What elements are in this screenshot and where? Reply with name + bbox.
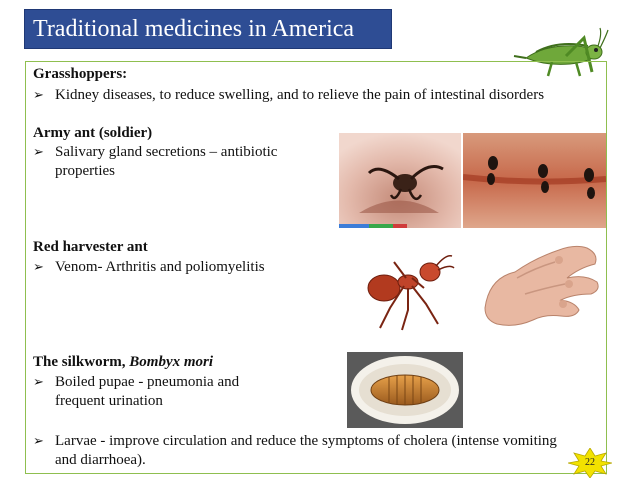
silkworm-heading — [33, 354, 213, 371]
arthritic-hand-icon — [475, 238, 605, 330]
silkworm-bullet-1-cont: frequent urination — [55, 393, 163, 409]
page-number: 22 — [585, 457, 595, 468]
red-harvester-ant-heading: Red harvester ant — [33, 239, 148, 255]
army-ant-heading: Army ant (soldier) — [33, 125, 153, 141]
army-ant-bullet — [33, 144, 277, 161]
army-ant-bullet-cont: properties — [55, 163, 115, 179]
grasshoppers-bullet — [33, 87, 544, 104]
arrowhead-bullet-icon: ➢ — [33, 145, 44, 160]
silkworm-bullet-2-text: Larvae - improve circulation and reduce the symptoms of cholera (intense vomiting — [55, 433, 557, 449]
grasshoppers-bullet-text: Kidney diseases, to reduce swelling, and to relieve the pain of intestinal disorders — [55, 87, 545, 103]
army-ant-bullet-text: Salivary gland secretions – antibiotic — [55, 144, 278, 160]
arrowhead-bullet-icon: ➢ — [33, 260, 44, 275]
arrowhead-bullet-icon: ➢ — [33, 375, 44, 390]
slide-title: Traditional medicines in America — [33, 16, 355, 42]
red-harvester-ant-bullet — [33, 259, 265, 276]
ant-sutures-icon — [463, 133, 606, 228]
silkworm-scientific-name: Bombyx mori — [129, 354, 214, 370]
grasshoppers-heading: Grasshoppers: — [33, 66, 128, 82]
silkworm-bullet-1 — [33, 374, 239, 391]
silkworm-bullet-2-cont: and diarrhoea). — [55, 452, 146, 468]
page-number-badge — [568, 448, 612, 478]
arrowhead-bullet-icon: ➢ — [33, 88, 44, 103]
silkworm-pupa-icon — [347, 352, 463, 428]
title-bar — [24, 9, 392, 49]
red-ant-icon — [360, 248, 456, 332]
silkworm-bullet-2 — [33, 433, 557, 450]
silkworm-bullet-1-text: Boiled pupae - pneumonia and — [55, 374, 240, 390]
ant-stitch-wound-icon — [339, 133, 461, 228]
silkworm-heading-prefix: The silkworm, — [33, 354, 130, 370]
red-harvester-ant-bullet-text: Venom- Arthritis and poliomyelitis — [55, 259, 265, 275]
arrowhead-bullet-icon: ➢ — [33, 434, 44, 449]
